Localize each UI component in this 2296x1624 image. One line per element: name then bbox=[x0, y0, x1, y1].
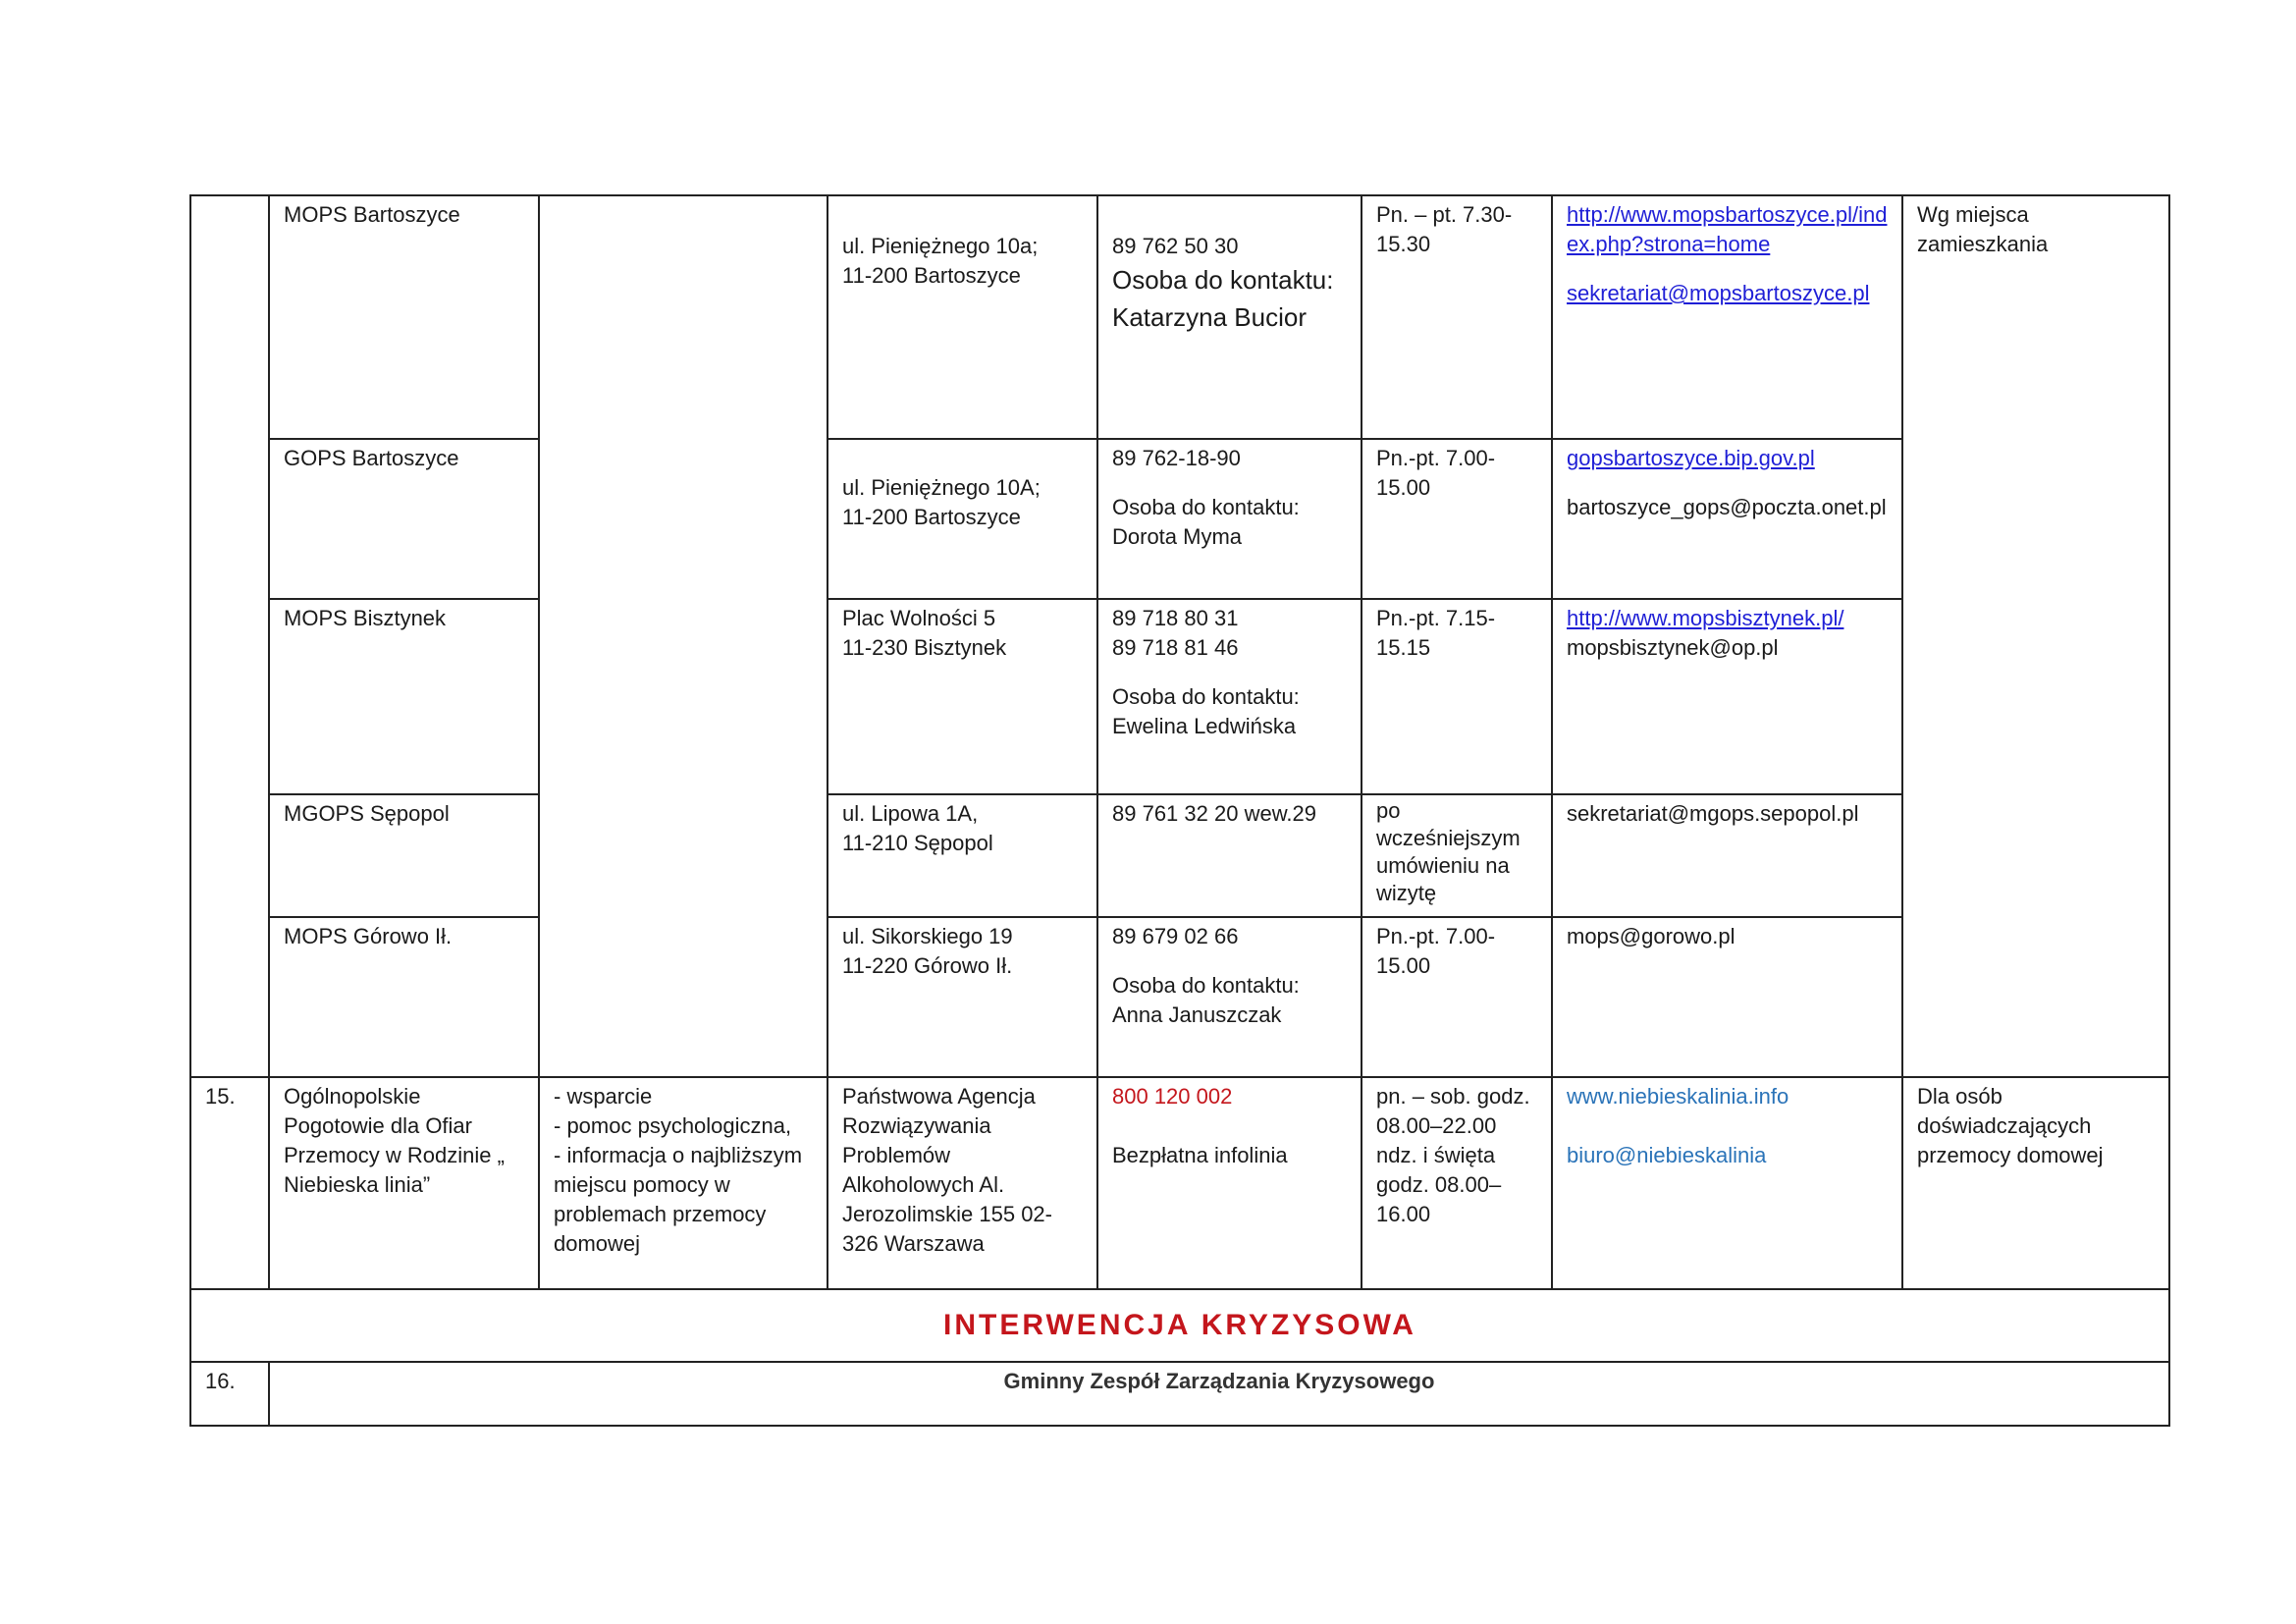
hours-cell bbox=[1362, 439, 1552, 599]
institution-name: GOPS Bartoszyce bbox=[284, 446, 459, 470]
contact-label: Osoba do kontaktu: bbox=[1112, 265, 1334, 295]
hours-cell bbox=[1362, 1077, 1552, 1289]
subsection-title: Gminny Zespół Zarządzania Kryzysowego bbox=[1003, 1369, 1435, 1393]
phone-cell bbox=[1097, 439, 1362, 599]
table-row bbox=[190, 794, 2169, 917]
institution-name: MOPS Górowo Ił. bbox=[284, 924, 453, 948]
phone-cell bbox=[1097, 794, 1362, 917]
web-cell bbox=[1552, 599, 1902, 794]
institution-name: MOPS Bartoszyce bbox=[284, 202, 460, 227]
phone-cell bbox=[1097, 1077, 1362, 1289]
contact-name: Dorota Myma bbox=[1112, 524, 1243, 549]
institution-name-cell bbox=[269, 439, 539, 599]
hotline-number: 800 120 002 bbox=[1112, 1084, 1233, 1109]
hours-cell bbox=[1362, 794, 1552, 917]
address-street: ul. Lipowa 1A, bbox=[842, 801, 979, 826]
target-group-note: Wg miejsca zamieszkania bbox=[1917, 202, 2049, 256]
service-item: - wsparcie bbox=[554, 1084, 653, 1109]
institution-name: Ogólnopolskie Pogotowie dla Ofiar Przemocy w Rodzinie „ Niebieska linia” bbox=[284, 1084, 505, 1197]
web-cell bbox=[1552, 794, 1902, 917]
services-cell bbox=[539, 1077, 828, 1289]
table-row bbox=[190, 599, 2169, 794]
phone-cell bbox=[1097, 599, 1362, 794]
phone-cell bbox=[1097, 195, 1362, 439]
contact-name: Ewelina Ledwińska bbox=[1112, 714, 1297, 738]
address-cell bbox=[828, 794, 1097, 917]
address-city: 11-200 Bartoszyce bbox=[842, 263, 1021, 288]
table-row bbox=[190, 439, 2169, 599]
address-street: ul. Sikorskiego 19 bbox=[842, 924, 1013, 948]
address-street: Plac Wolności 5 bbox=[842, 606, 996, 630]
office-hours: pn. – sob. godz. 08.00–22.00 ndz. i święta godz. 08.00–16.00 bbox=[1376, 1084, 1530, 1226]
address-cell bbox=[828, 917, 1097, 1077]
address-text: Państwowa Agencja Rozwiązywania Problemów Alkoholowych Al. Jerozolimskie 155 02-326 Warszawa bbox=[842, 1084, 1052, 1256]
office-hours: Pn.-pt. 7.15-15.15 bbox=[1376, 606, 1496, 660]
web-cell bbox=[1552, 1077, 1902, 1289]
contact-label: Osoba do kontaktu: bbox=[1112, 495, 1300, 519]
service-item: - pomoc psychologiczna, bbox=[554, 1113, 792, 1138]
office-hours: po wcześniejszym umówieniu na wizytę bbox=[1376, 798, 1521, 905]
address-street: ul. Pieniężnego 10a; bbox=[842, 234, 1039, 258]
phone-number: 89 762-18-90 bbox=[1112, 446, 1241, 470]
address-cell bbox=[828, 599, 1097, 794]
row-number: 16. bbox=[205, 1369, 236, 1393]
phone-number: 89 762 50 30 bbox=[1112, 234, 1239, 258]
target-group-note: Dla osób doświadczających przemocy domowej bbox=[1917, 1084, 2104, 1167]
office-hours: Pn. – pt. 7.30-15.30 bbox=[1376, 202, 1513, 256]
institution-name-cell bbox=[269, 195, 539, 439]
contact-name: Anna Januszczak bbox=[1112, 1002, 1282, 1027]
row-number: 15. bbox=[205, 1084, 236, 1109]
office-hours: Pn.-pt. 7.00-15.00 bbox=[1376, 446, 1496, 500]
institution-name-cell bbox=[269, 794, 539, 917]
website-link[interactable]: http://www.mopsbisztynek.pl/ bbox=[1567, 606, 1844, 630]
institution-name: MGOPS Sępopol bbox=[284, 801, 450, 826]
table-row bbox=[190, 1077, 2169, 1289]
address-cell bbox=[828, 195, 1097, 439]
number-cell-empty bbox=[190, 195, 269, 1077]
website-link[interactable]: www.niebieskalinia.info bbox=[1567, 1084, 1789, 1109]
email-link[interactable]: biuro@niebieskalinia bbox=[1567, 1143, 1767, 1167]
section-heading-cell bbox=[190, 1289, 2169, 1362]
services-cell-empty bbox=[539, 195, 828, 1077]
table-row bbox=[190, 1362, 2169, 1426]
address-street: ul. Pieniężnego 10A; bbox=[842, 475, 1041, 500]
address-cell bbox=[828, 1077, 1097, 1289]
row-number-cell bbox=[190, 1362, 269, 1426]
address-cell bbox=[828, 439, 1097, 599]
email-link[interactable]: sekretariat@mopsbartoszyce.pl bbox=[1567, 281, 1870, 305]
target-group-cell bbox=[1902, 195, 2169, 1077]
table-row bbox=[190, 917, 2169, 1077]
section-row bbox=[190, 1289, 2169, 1362]
section-heading: INTERWENCJA KRYZYSOWA bbox=[943, 1309, 1416, 1341]
contact-label: Osoba do kontaktu: bbox=[1112, 684, 1300, 709]
website-link[interactable]: gopsbartoszyce.bip.gov.pl bbox=[1567, 446, 1815, 470]
email-address: bartoszyce_gops@poczta.onet.pl bbox=[1567, 495, 1887, 519]
hours-cell bbox=[1362, 195, 1552, 439]
subsection-title-cell bbox=[269, 1362, 2169, 1426]
service-item: - informacja o najbliższym miejscu pomocy w problemach przemocy domowej bbox=[554, 1143, 803, 1256]
institution-name: MOPS Bisztynek bbox=[284, 606, 447, 630]
address-city: 11-210 Sępopol bbox=[842, 831, 993, 855]
email-address: mopsbisztynek@op.pl bbox=[1567, 635, 1779, 660]
phone-number: 89 679 02 66 bbox=[1112, 924, 1239, 948]
website-link[interactable]: http://www.mopsbartoszyce.pl/index.php?strona=home bbox=[1567, 202, 1888, 256]
phone-number: 89 718 80 31 bbox=[1112, 606, 1239, 630]
email-address: sekretariat@mgops.sepopol.pl bbox=[1567, 801, 1859, 826]
phone-cell bbox=[1097, 917, 1362, 1077]
contact-name: Katarzyna Bucior bbox=[1112, 302, 1307, 332]
web-cell bbox=[1552, 917, 1902, 1077]
phone-number-2: 89 718 81 46 bbox=[1112, 635, 1239, 660]
institution-name-cell bbox=[269, 917, 539, 1077]
hours-cell bbox=[1362, 917, 1552, 1077]
email-address: mops@gorowo.pl bbox=[1567, 924, 1735, 948]
hotline-note: Bezpłatna infolinia bbox=[1112, 1143, 1288, 1167]
institution-name-cell bbox=[269, 599, 539, 794]
address-city: 11-230 Bisztynek bbox=[842, 635, 1007, 660]
contact-label: Osoba do kontaktu: bbox=[1112, 973, 1300, 998]
target-group-cell bbox=[1902, 1077, 2169, 1289]
address-city: 11-200 Bartoszyce bbox=[842, 505, 1021, 529]
table-row bbox=[190, 195, 2169, 439]
phone-number: 89 761 32 20 wew.29 bbox=[1112, 801, 1316, 826]
institution-name-cell bbox=[269, 1077, 539, 1289]
hours-cell bbox=[1362, 599, 1552, 794]
office-hours: Pn.-pt. 7.00-15.00 bbox=[1376, 924, 1496, 978]
web-cell bbox=[1552, 439, 1902, 599]
address-city: 11-220 Górowo Ił. bbox=[842, 953, 1013, 978]
web-cell bbox=[1552, 195, 1902, 439]
institutions-table bbox=[189, 194, 2170, 1427]
row-number-cell bbox=[190, 1077, 269, 1289]
